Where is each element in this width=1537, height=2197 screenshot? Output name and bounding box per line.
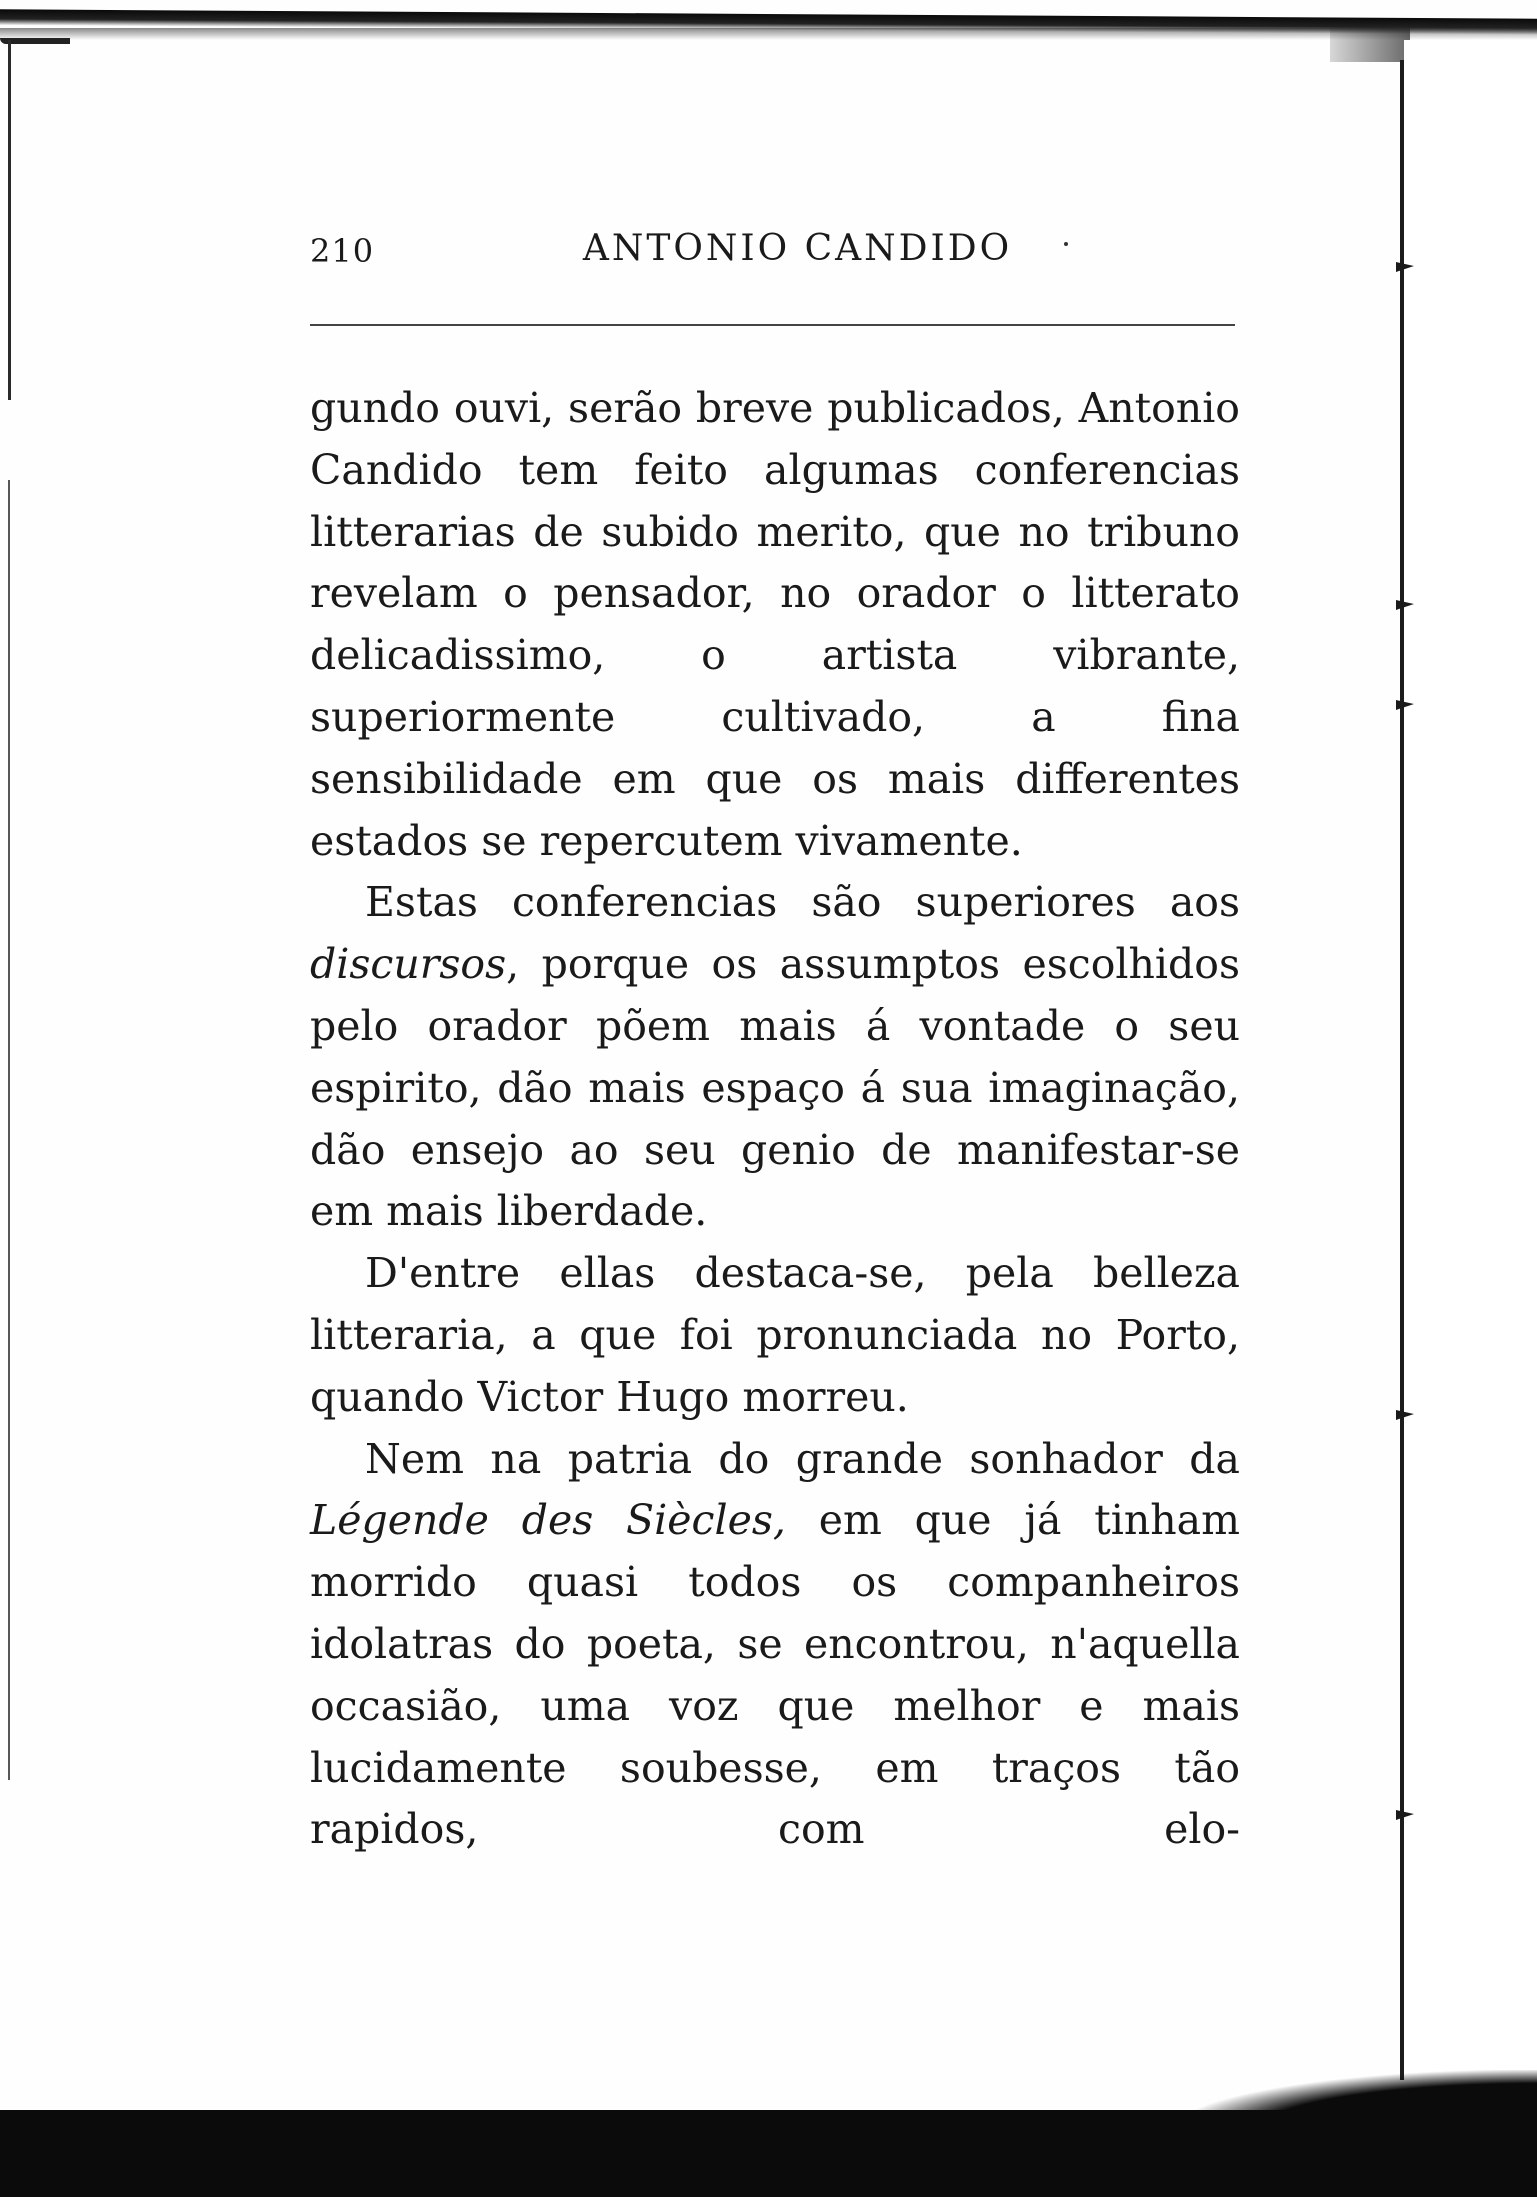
paragraph-4-italic: Légende des Siècles, [310, 1496, 786, 1545]
body-text [310, 378, 1240, 1861]
paragraph-4 [310, 1429, 1240, 1862]
paragraph-3: D'entre ellas destaca-se, pela belleza litteraria, a que foi pronunciada no Porto, quando Victor Hugo morreu. [310, 1249, 1240, 1421]
running-head [310, 222, 1235, 272]
paragraph-2 [310, 872, 1240, 1243]
paragraph-4-text-a: Nem na patria do grande sonhador da [365, 1434, 1240, 1483]
scan-bottom-edge [0, 2110, 1537, 2197]
running-title: ANTONIO CANDIDO [582, 228, 1013, 269]
paragraph-2-italic: discursos [310, 940, 507, 989]
paragraph-4-text-b: em que já tinham morrido quasi todos os companheiros idolatras do poeta, se encontrou, n'aquella occasião, uma voz que melhor e mais lucidamente soubesse, em traços tão rapidos, com elo- [310, 1496, 1240, 1854]
paragraph-2-text-a: Estas conferencias são superiores aos [365, 878, 1240, 927]
paragraph-1: gundo ouvi, serão breve publicados, Antonio Candido tem feito algumas conferencias litterarias de subido merito, que no tribuno revelam o pensador, no orador o litterato delicadissimo, o artista vibrante, superiormente cultivado, a fina sensibilidade em que os mais differentes estados se repercutem vivamente. [310, 384, 1240, 865]
header-rule [310, 324, 1235, 326]
scan-top-shadow [0, 28, 1537, 40]
scan-left-edge-lower [8, 480, 10, 1780]
paragraph-2-text-b: , porque os assumptos escolhidos pelo orador põem mais á vontade o seu espirito, dão mais espaço á sua imaginação, dão ensejo ao seu genio de manifestar-se em mais liberdade. [310, 940, 1240, 1236]
header-dot [1064, 242, 1068, 246]
scan-left-edge [8, 40, 11, 400]
page-number: 210 [310, 232, 375, 270]
scan-right-margin [1404, 40, 1537, 2100]
